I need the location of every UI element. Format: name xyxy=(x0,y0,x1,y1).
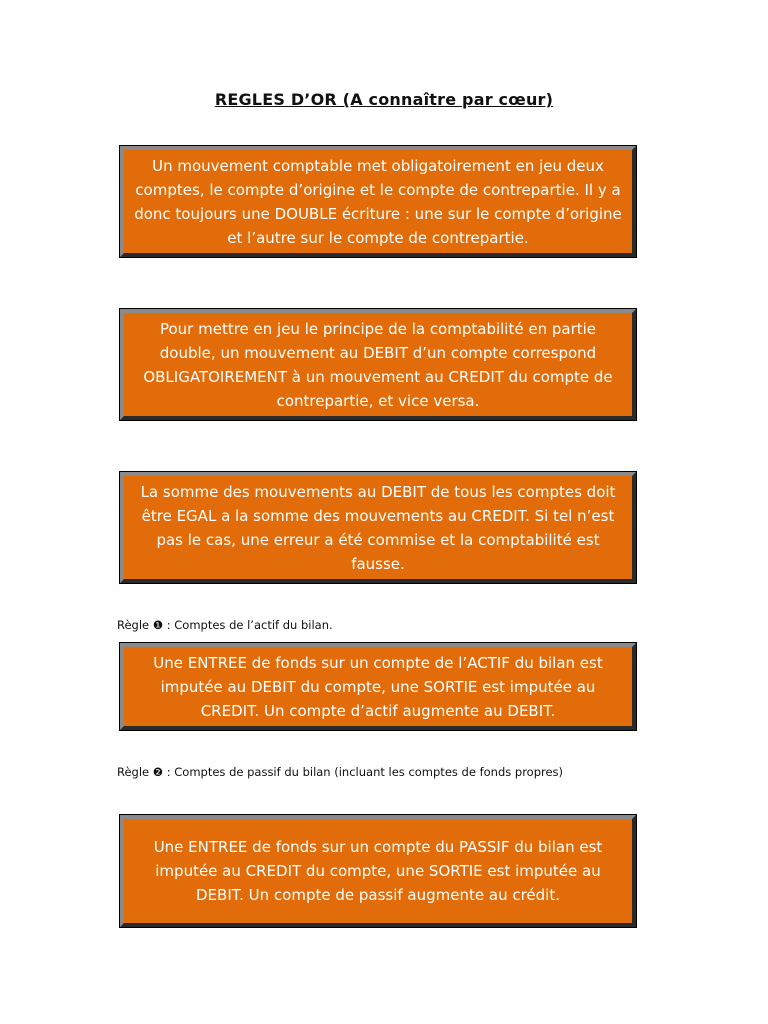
page-title: REGLES D’OR (A connaître par cœur) xyxy=(214,90,554,109)
rule-box-text: Un mouvement comptable met obligatoirement en jeu deux comptes, le compte d’origine et le compte de contrepartie. Il y a donc toujours une DOUBLE écriture : une sur le compte d’origine et l’autre sur le compte de contrepartie. xyxy=(134,156,622,247)
rule-box-double-entry xyxy=(120,146,636,257)
rule-label-passif: Règle ❷ : Comptes de passif du bilan (incluant les comptes de fonds propres) xyxy=(117,765,564,779)
rule-box-passif xyxy=(120,815,636,927)
rule-box-balance xyxy=(120,472,636,583)
rule-box-debit-credit xyxy=(120,309,636,420)
rule-label-actif: Règle ❶ : Comptes de l’actif du bilan. xyxy=(117,618,333,632)
rule-box-text: Pour mettre en jeu le principe de la comptabilité en partie double, un mouvement au DEBIT d’un compte correspond OBLIGATOIREMENT à un mouvement au CREDIT du compte de contrepartie, et vice versa. xyxy=(143,319,613,410)
rule-box-text: Une ENTREE de fonds sur un compte du PASSIF du bilan est imputée au CREDIT du compte, une SORTIE est imputée au DEBIT. Un compte de passif augmente au crédit. xyxy=(153,838,603,904)
rule-box-text: La somme des mouvements au DEBIT de tous les comptes doit être EGAL a la somme des mouvements au CREDIT. Si tel n’est pas le cas, une erreur a été commise et la comptabilité est fausse. xyxy=(140,482,616,573)
rule-box-text: Une ENTREE de fonds sur un compte de l’ACTIF du bilan est imputée au DEBIT du compte, une SORTIE est imputée au CREDIT. Un compte d’actif augmente au DEBIT. xyxy=(153,653,603,720)
rule-box-actif xyxy=(120,643,636,730)
